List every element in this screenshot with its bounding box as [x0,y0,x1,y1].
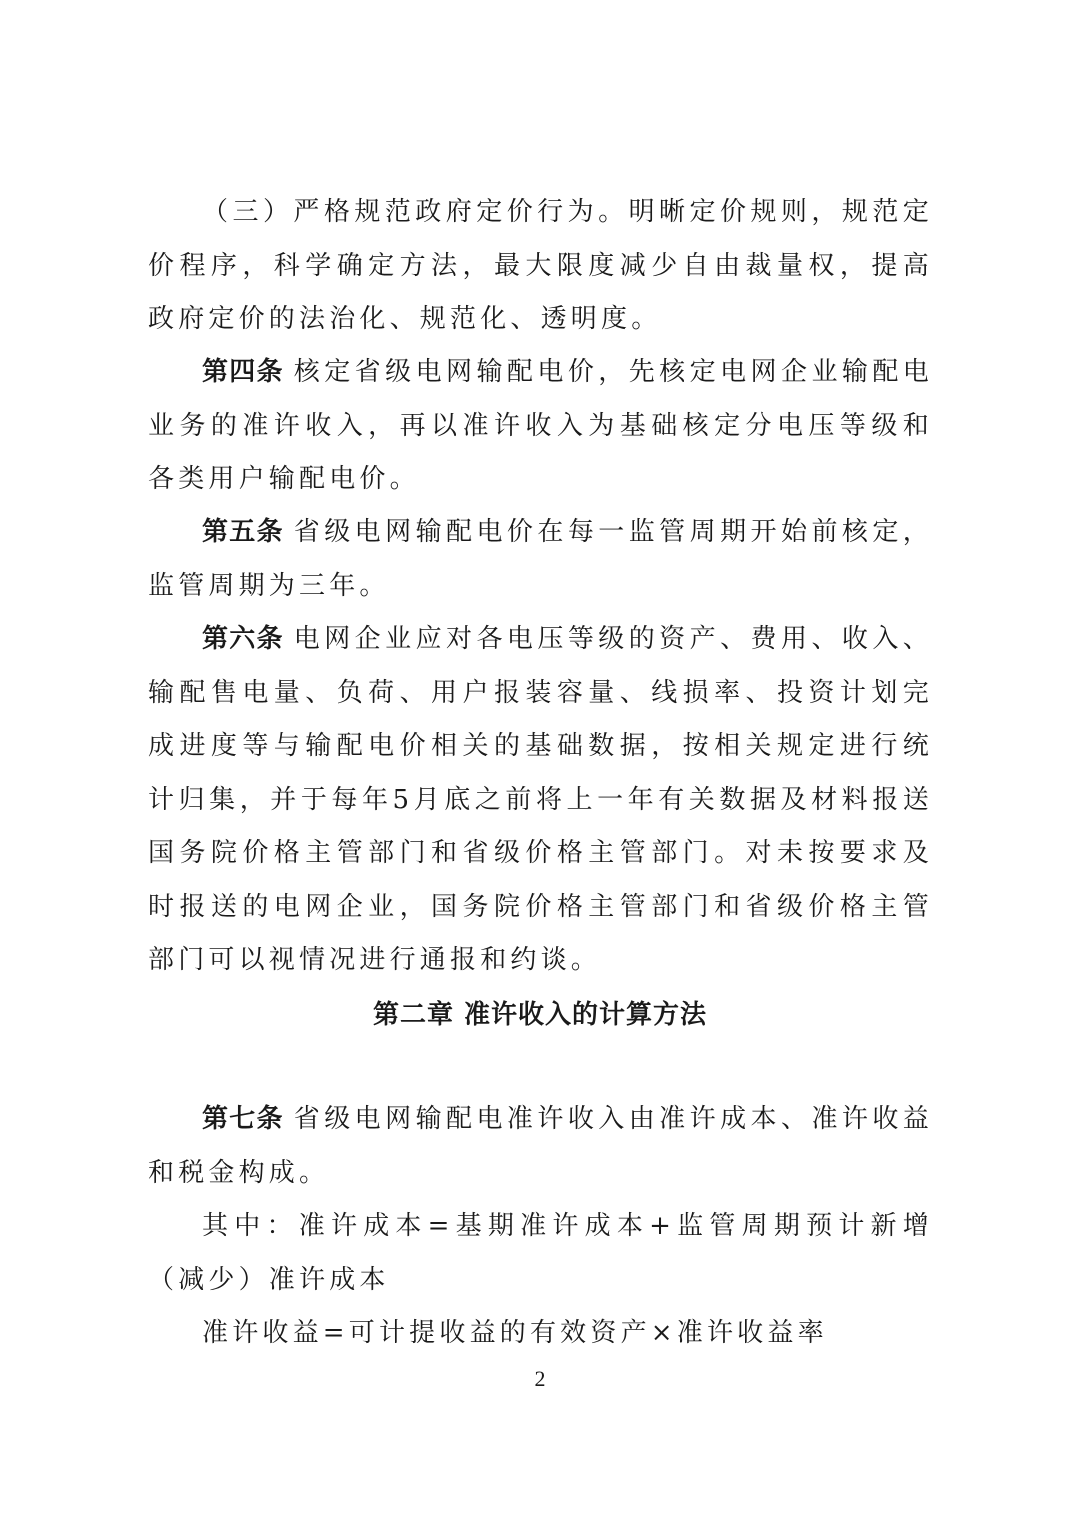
article-5 [148,506,933,613]
paragraph-pricing-behavior [148,186,933,347]
article-4-body: 核定省级电网输配电价，先核定电网企业输配电业务的准许收入，再以准许收入为基础核定分电压等级和各类用户输配电价。 [148,357,933,494]
article-5-title: 第五条 [202,517,284,547]
article-7 [148,1093,933,1200]
page-number: 2 [534,1366,546,1391]
chapter-title: 第二章 准许收入的计算方法 [372,1000,708,1030]
formula-allowed-cost [148,1200,933,1307]
article-4-title: 第四条 [202,357,284,387]
article-7-body: 省级电网输配电准许收入由准许成本、准许收益和税金构成。 [148,1104,933,1188]
article-5-body: 省级电网输配电价在每一监管周期开始前核定，监管周期为三年。 [148,517,933,601]
article-7-title: 第七条 [202,1104,284,1134]
article-4 [148,346,933,507]
paragraph-text: （三）严格规范政府定价行为。明晰定价规则，规范定价程序，科学确定方法，最大限度减少自由裁量权，提高政府定价的法治化、规范化、透明度。 [148,197,933,334]
article-6-body: 电网企业应对各电压等级的资产、费用、收入、输配售电量、负荷、用户报装容量、线损率、投资计划完成进度等与输配电价相关的基础数据，按相关规定进行统计归集，并于每年5月底之前将上一年有关数据及材料报送国务院价格主管部门和省级价格主管部门。对未按要求及时报送的电网企业，国务院价格主管部门和省级价格主管部门可以视情况进行通报和约谈。 [148,624,933,975]
article-6 [148,613,933,988]
formula-text: 准许收益=可计提收益的有效资产×准许收益率 [202,1318,828,1348]
formula-allowed-return [148,1307,933,1361]
formula-text: 其中：准许成本=基期准许成本+监管周期预计新增（减少）准许成本 [148,1211,933,1295]
article-6-title: 第六条 [202,624,284,654]
